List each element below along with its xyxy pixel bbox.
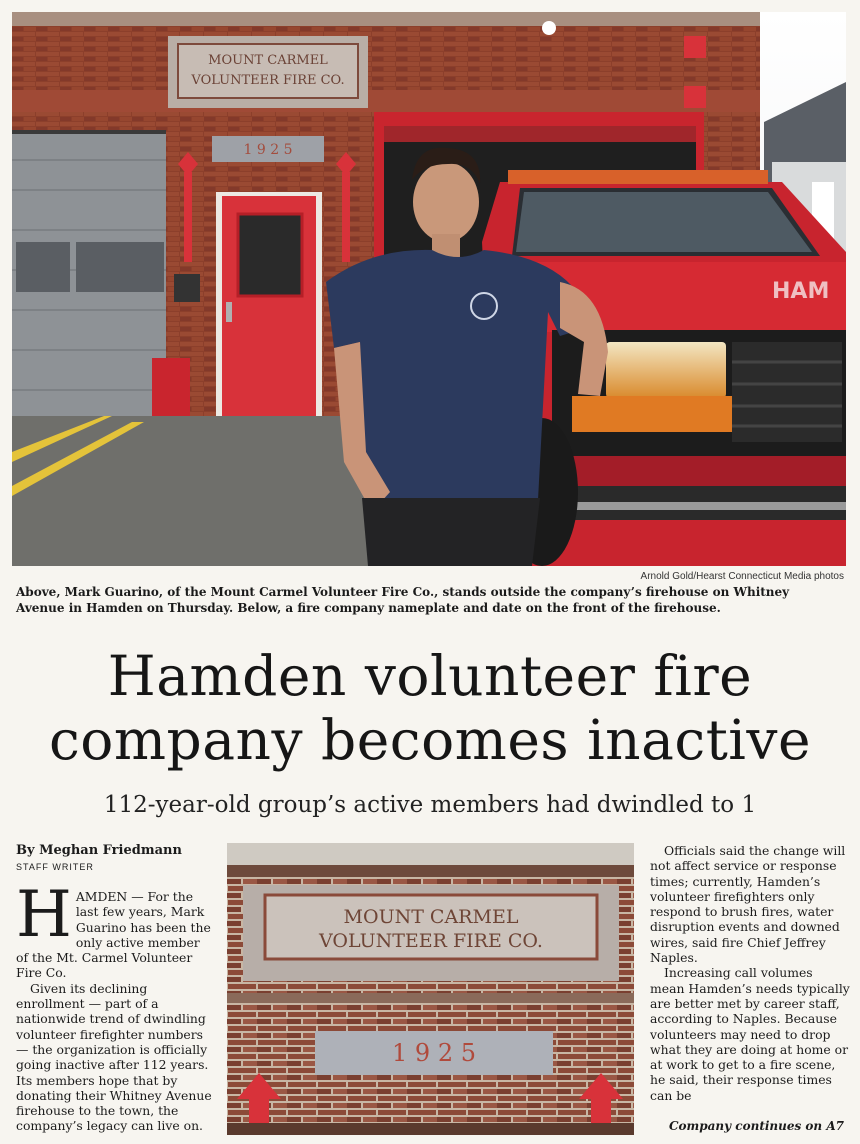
headline bbox=[0, 644, 860, 772]
byline: By Meghan Friedmann bbox=[16, 843, 182, 858]
nameplate-line1: MOUNT CARMEL bbox=[343, 906, 519, 928]
article-column-left bbox=[16, 878, 212, 1134]
nameplate-photo bbox=[227, 843, 634, 1135]
subheadline: 112-year-old group’s active members had dwindled to 1 bbox=[103, 792, 757, 818]
top-sign-line2: VOLUNTEER FIRE CO. bbox=[191, 73, 345, 88]
staff-writer-label: STAFF WRITER bbox=[16, 862, 94, 872]
article-paragraph-1-text: AMDEN — For the last few years, Mark Guarino has been the only active member of the Mt. Carmel Volunteer Fire Co. bbox=[16, 889, 211, 981]
nameplate-line2: VOLUNTEER FIRE CO. bbox=[319, 930, 543, 952]
photo-caption: Above, Mark Guarino, of the Mount Carmel Volunteer Fire Co., stands outside the company’s firehouse on Whitney Avenue in Hamden on Thursday. Below, a fire company nameplate and date on the front of the firehouse. bbox=[16, 585, 790, 615]
article-paragraph-2: Given its declining enrollment — part of a nationwide trend of dwindling volunteer firefighter numbers — the organization is officially going inactive after 112 years. Its members hope that by donating their Whitney Avenue firehouse to the town, the company’s legacy can live on. bbox=[16, 980, 212, 1134]
article-paragraph-1 bbox=[16, 878, 212, 981]
photo-credit: Arnold Gold/Hearst Connecticut Media photos bbox=[640, 571, 844, 582]
jump-line[interactable]: Company continues on A7 bbox=[668, 1119, 844, 1133]
article-paragraph-3: Officials said the change will not affect service or response times; currently, Hamden’s volunteer firefighters only respond to brush fires, water disruption events and downed wires, said fire Chief Jeffrey Naples. bbox=[650, 843, 846, 966]
top-sign-line1: MOUNT CARMEL bbox=[208, 53, 328, 68]
drop-cap: H bbox=[16, 878, 72, 952]
article-column-right bbox=[650, 843, 850, 1103]
headline-line-2: company becomes inactive bbox=[48, 708, 812, 772]
nameplate-year: 1 9 2 5 bbox=[392, 1039, 476, 1067]
top-year: 1 9 2 5 bbox=[243, 142, 293, 158]
headline-line-1: Hamden volunteer fire bbox=[107, 644, 753, 708]
truck-lettering: HAM bbox=[772, 279, 830, 304]
firehouse-photo bbox=[12, 12, 846, 566]
article-paragraph-4: Increasing call volumes mean Hamden’s needs typically are better met by career staff, according to Naples. Because volunteers may need to drop what they are doing at home or at work to get to a fire scene, he said, their response times can be bbox=[650, 965, 850, 1103]
